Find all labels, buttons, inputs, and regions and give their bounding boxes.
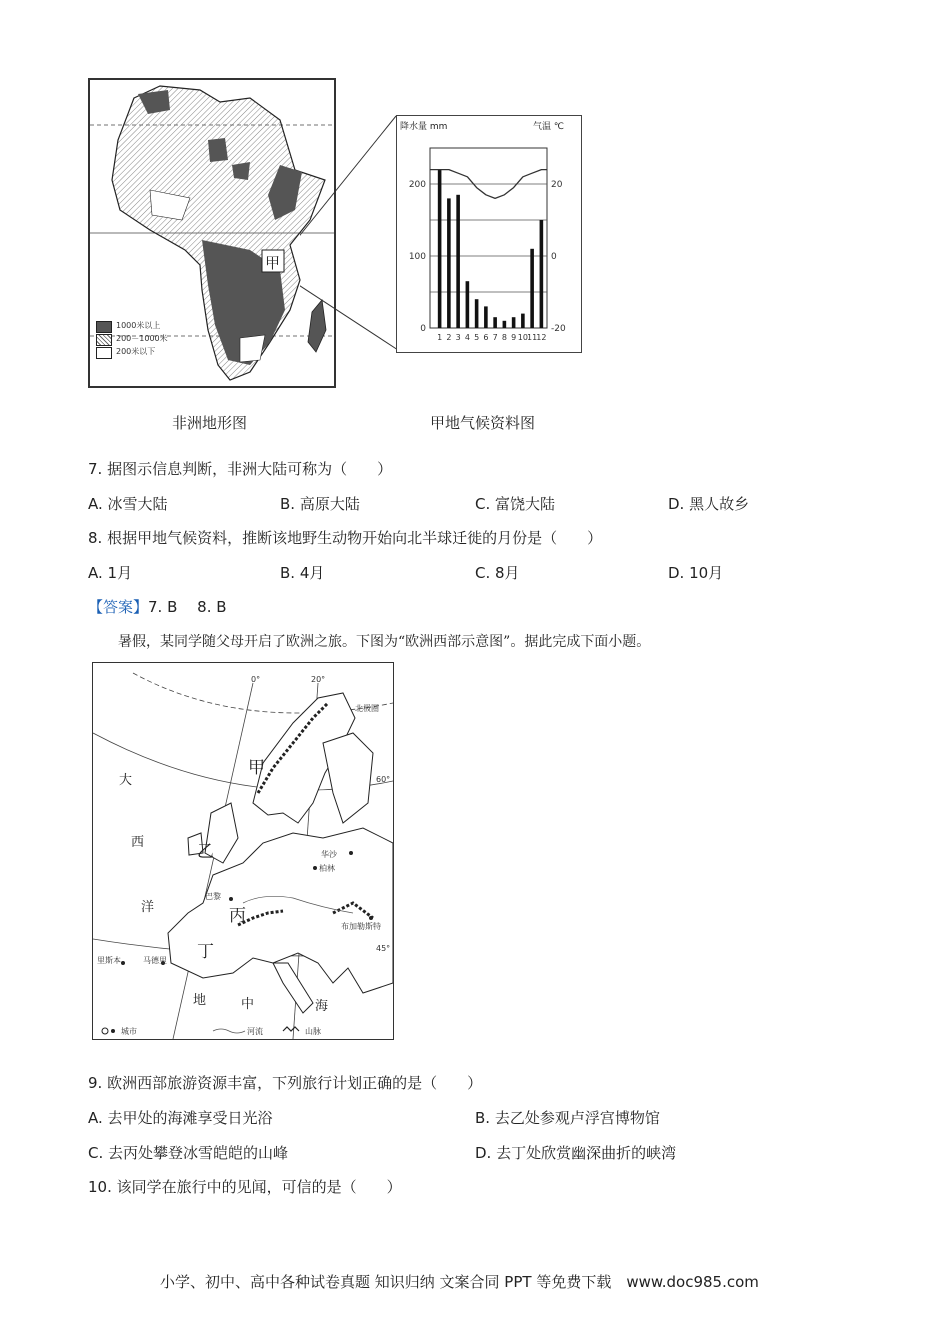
- month-label: 4: [464, 333, 470, 342]
- month-label: 10: [517, 333, 528, 342]
- precip-bar: [447, 198, 451, 328]
- lat-label-60: 60°: [376, 775, 391, 784]
- q8-option-b: B. 4月: [280, 564, 325, 582]
- climate-chart-frame: [396, 115, 582, 353]
- precip-bar: [512, 317, 516, 328]
- ocean-char-3: 洋: [141, 900, 155, 915]
- q9-option-d: D. 去丁处欣赏幽深曲折的峡湾: [475, 1144, 677, 1162]
- month-label: 9: [511, 333, 517, 342]
- lat-label-45: 45°: [376, 944, 391, 953]
- legend-label-mid: 200－1000米: [116, 334, 168, 343]
- answer-text: 7. B 8. B: [148, 598, 227, 616]
- lon-label-20: 20°: [311, 675, 326, 684]
- precip-bar: [493, 317, 497, 328]
- temp-tick-label: 0: [551, 252, 557, 262]
- sea-char-3: 海: [315, 999, 329, 1014]
- place-warsaw: 华沙: [321, 850, 337, 859]
- precip-bar: [530, 249, 534, 328]
- legend-swatch-high: [96, 321, 112, 333]
- temp-axis-label: 气温 ℃: [533, 122, 564, 132]
- precip-tick-label: 100: [408, 252, 426, 262]
- q9-option-a: A. 去甲处的海滩享受日光浴: [88, 1109, 273, 1127]
- precip-bar: [521, 314, 525, 328]
- temp-tick-label: 20: [551, 180, 563, 190]
- q8-option-c: C. 8月: [475, 564, 520, 582]
- sea-char-1: 地: [193, 993, 207, 1008]
- precip-bar: [503, 321, 507, 328]
- q8-stem: 8. 根据甲地气候资料，推断该地野生动物开始向北半球迁徙的月份是（ ）: [88, 529, 603, 547]
- legend-label-low: 200米以下: [116, 347, 156, 356]
- precip-bar: [484, 306, 488, 328]
- precip-bar: [540, 220, 544, 328]
- europe-label-yi: 乙: [197, 842, 214, 862]
- month-label: 7: [492, 333, 498, 342]
- precip-tick-label: 200: [408, 180, 426, 190]
- q7-option-b: B. 高原大陆: [280, 495, 360, 513]
- europe-label-bing: 丙: [229, 906, 246, 926]
- month-label: 2: [446, 333, 452, 342]
- q8-option-a: A. 1月: [88, 564, 133, 582]
- europe-map-drawing: [93, 663, 393, 1039]
- ocean-char-2: 西: [131, 835, 145, 850]
- lon-label-0: 0°: [251, 675, 261, 684]
- europe-label-ding: 丁: [197, 942, 214, 962]
- q7-option-a: A. 冰雪大陆: [88, 495, 168, 513]
- q7-option-d: D. 黑人故乡: [668, 495, 750, 513]
- q7-stem: 7. 据图示信息判断，非洲大陆可称为（ ）: [88, 460, 393, 478]
- q9-option-c: C. 去丙处攀登冰雪皑皑的山峰: [88, 1144, 289, 1162]
- legend-swatch-mid: [96, 334, 112, 346]
- place-bucharest: 布加勒斯特: [341, 922, 381, 931]
- legend-city: 城市: [121, 1027, 137, 1036]
- q8-option-d: D. 10月: [668, 564, 724, 582]
- precip-tick-label: 0: [420, 324, 426, 334]
- answer-tag: 【答案】: [88, 598, 149, 616]
- footer-text: 小学、初中、高中各种试卷真题 知识归纳 文案合同 PPT 等免费下载 www.doc985.com: [160, 1273, 759, 1291]
- africa-marker-jia: 甲: [265, 254, 281, 272]
- q9-option-b: B. 去乙处参观卢浮宫博物馆: [475, 1109, 660, 1127]
- month-label: 8: [501, 333, 507, 342]
- month-label: 1: [437, 333, 443, 342]
- africa-map-caption: 非洲地形图: [172, 414, 248, 432]
- precip-bar: [456, 195, 460, 328]
- answer-line: [88, 597, 227, 617]
- q10-stem: 10. 该同学在旅行中的见闻，可信的是（ ）: [88, 1178, 402, 1196]
- precip-axis-label: 降水量 mm: [400, 122, 448, 132]
- legend-mountain: 山脉: [305, 1027, 321, 1036]
- month-label: 3: [455, 333, 461, 342]
- africa-legend: [96, 320, 186, 359]
- callout-lines: [300, 100, 410, 360]
- ocean-char-1: 大: [119, 773, 133, 788]
- q7-option-c: C. 富饶大陆: [475, 495, 556, 513]
- place-berlin: 柏林: [319, 864, 335, 873]
- q9-stem: 9. 欧洲西部旅游资源丰富，下列旅行计划正确的是（ ）: [88, 1074, 483, 1092]
- sea-char-2: 中: [241, 997, 255, 1012]
- europe-map: [92, 662, 394, 1040]
- precip-bar: [475, 299, 479, 328]
- climate-chart-caption: 甲地气候资料图: [430, 414, 536, 432]
- legend-river: 河流: [247, 1027, 263, 1036]
- month-label: 5: [474, 333, 480, 342]
- intro-text: 暑假，某同学随父母开启了欧洲之旅。下图为“欧洲西部示意图”。据此完成下面小题。: [118, 634, 651, 650]
- africa-map: [88, 78, 336, 388]
- precip-bar: [466, 281, 470, 328]
- place-madrid: 马德里: [143, 956, 167, 965]
- month-label: 12: [536, 333, 547, 342]
- europe-label-jia: 甲: [248, 758, 265, 778]
- legend-swatch-low: [96, 347, 112, 359]
- place-paris: 巴黎: [205, 892, 221, 901]
- temp-tick-label: -20: [551, 324, 566, 334]
- month-label: 6: [483, 333, 489, 342]
- month-label: 11: [527, 333, 538, 342]
- place-arctic-circle: 北极圈: [355, 704, 379, 713]
- legend-label-high: 1000米以上: [116, 321, 161, 330]
- place-lisbon: 里斯本: [97, 956, 121, 965]
- climate-chart: [397, 116, 581, 352]
- precip-bar: [438, 170, 442, 328]
